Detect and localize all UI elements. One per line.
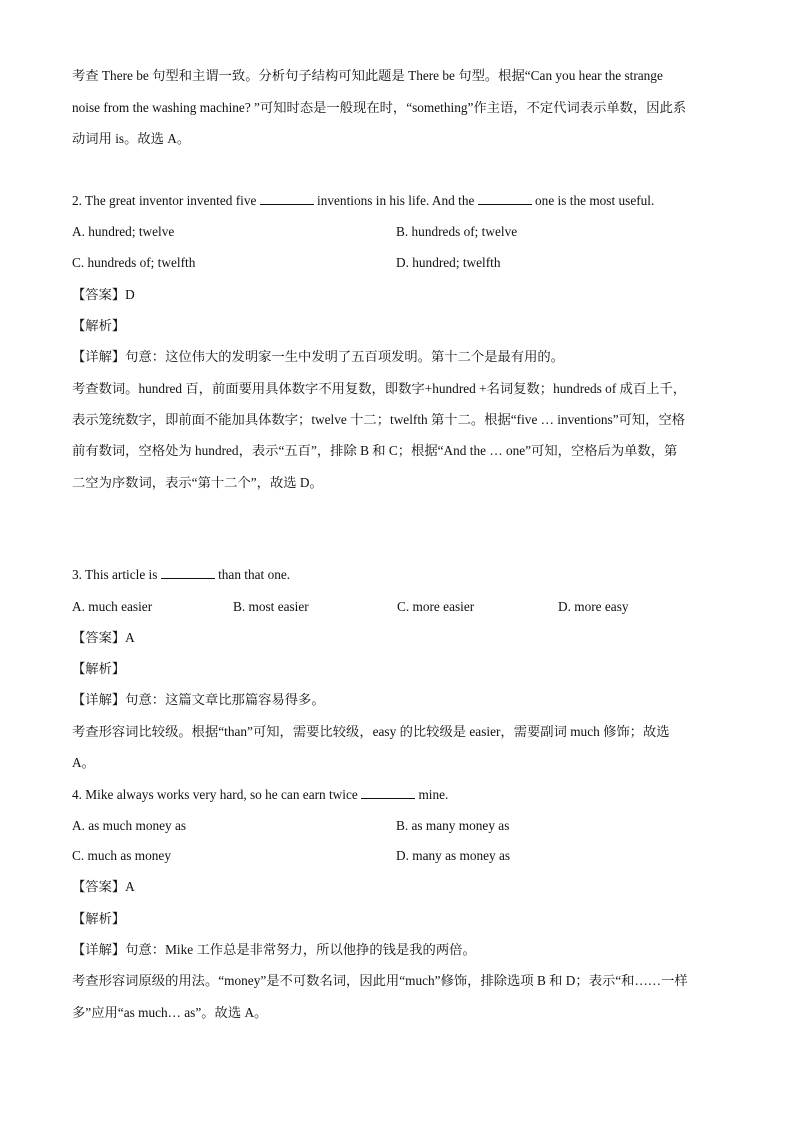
q2-stem-part-3: one is the most useful. [535, 193, 655, 208]
q2-explanation-line-3: 前有数词，空格处为 hundred，表示“五百”，排除 B 和 C；根据“And the … one”可知，空格后为单数，第 [72, 443, 678, 458]
q4-option-a: A. as much money as [72, 818, 187, 833]
q3-option-a: A. much easier [72, 599, 153, 614]
q4-blank [361, 785, 415, 799]
q3-option-c: C. more easier [397, 599, 475, 614]
q2-option-d: D. hundred; twelfth [396, 255, 501, 270]
q4-detail: 【详解】句意：Mike 工作总是非常努力，所以他挣的钱是我的两倍。 [72, 942, 476, 957]
q2-analysis-label: 【解析】 [72, 318, 126, 333]
q2-detail: 【详解】句意：这位伟大的发明家一生中发明了五百项发明。第十二个是最有用的。 [72, 349, 564, 364]
q4-analysis-label: 【解析】 [72, 911, 126, 926]
q4-stem-part-1: 4. Mike always works very hard, so he can earn twice [72, 787, 358, 802]
q4-stem-part-2: mine. [418, 787, 449, 802]
q3-option-d: D. more easy [558, 599, 629, 614]
q3-option-b: B. most easier [233, 599, 309, 614]
q3-stem-part-2: than that one. [218, 567, 291, 582]
q4-explanation-line-2: 多”应用“as much… as”。故选 A。 [72, 1005, 268, 1020]
q3-answer: 【答案】A [72, 630, 135, 645]
q2-stem-part-1: 2. The great inventor invented five [72, 193, 257, 208]
q2-explanation-line-2: 表示笼统数字，即前面不能加具体数字；twelve 十二；twelfth 第十二。根据“five … inventions”可知，空格 [72, 412, 686, 427]
q4-answer: 【答案】A [72, 879, 135, 894]
q1-explanation-line-1: 考查 There be 句型和主谓一致。分析句子结构可知此题是 There be 句型。根据“Can you hear the strange [72, 68, 663, 83]
q3-stem [72, 565, 290, 585]
q4-stem [72, 785, 448, 805]
q3-blank [161, 565, 215, 579]
q2-explanation-line-1: 考查数词。hundred 百，前面要用具体数字不用复数，即数字+hundred +名词复数；hundreds of 成百上千， [72, 381, 687, 396]
q2-stem-part-2: inventions in his life. And the [317, 193, 475, 208]
q3-stem-part-1: 3. This article is [72, 567, 158, 582]
q3-explanation-line-1: 考查形容词比较级。根据“than”可知，需要比较级，easy 的比较级是 easier，需要副词 much 修饰；故选 [72, 724, 670, 739]
q2-stem [72, 191, 654, 211]
q2-blank-1 [260, 191, 314, 205]
q1-explanation-line-3: 动词用 is。故选 A。 [72, 131, 191, 146]
q4-option-c: C. much as money [72, 848, 171, 863]
q2-blank-2 [478, 191, 532, 205]
q4-option-b: B. as many money as [396, 818, 510, 833]
q3-analysis-label: 【解析】 [72, 661, 126, 676]
q4-explanation-line-1: 考查形容词原级的用法。“money”是不可数名词，因此用“much”修饰，排除选项 B 和 D；表示“和……一样 [72, 973, 688, 988]
q2-option-c: C. hundreds of; twelfth [72, 255, 196, 270]
q2-explanation-line-4: 二空为序数词，表示“第十二个”，故选 D。 [72, 475, 323, 490]
q2-option-b: B. hundreds of; twelve [396, 224, 518, 239]
q3-detail: 【详解】句意：这篇文章比那篇容易得多。 [72, 692, 325, 707]
q2-option-a: A. hundred; twelve [72, 224, 175, 239]
q3-explanation-line-2: A。 [72, 755, 95, 770]
q1-explanation-line-2: noise from the washing machine? ”可知时态是一般现在时，“something”作主语，不定代词表示单数，因此系 [72, 100, 687, 115]
q4-option-d: D. many as money as [396, 848, 511, 863]
q2-answer: 【答案】D [72, 287, 135, 302]
